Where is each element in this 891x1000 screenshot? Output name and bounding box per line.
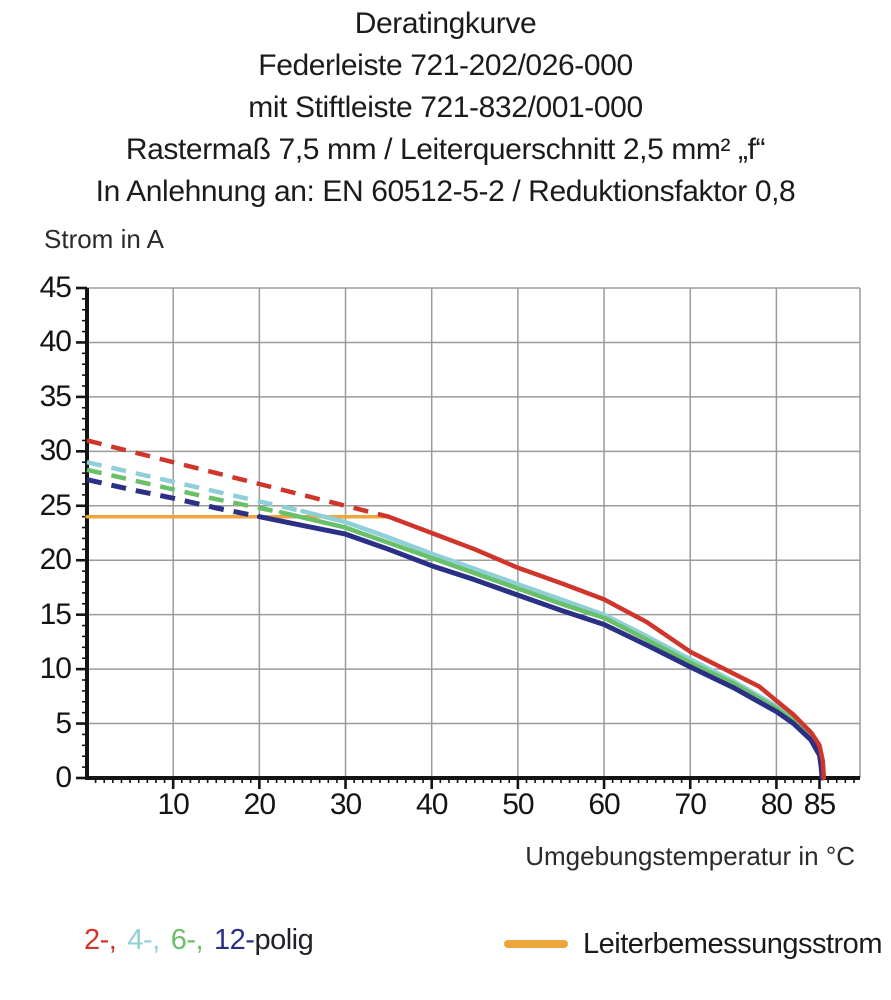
y-tick-label-45: 45: [39, 271, 71, 304]
x-tick-label-80: 80: [760, 788, 793, 821]
x-tick-label-20: 20: [243, 788, 276, 821]
x-tick-label-70: 70: [674, 788, 706, 821]
title-line-4: Rastermaß 7,5 mm / Leiterquerschnitt 2,5 mm² „f“: [125, 133, 766, 166]
curve-2-polig-solid: [389, 517, 824, 778]
y-tick-label-25: 25: [39, 488, 71, 522]
axis-spines: [85, 288, 860, 780]
derating-curves: [87, 440, 824, 778]
y-tick-label-10: 10: [39, 652, 71, 686]
y-tick-label-35: 35: [39, 379, 71, 413]
y-tick-label-30: 30: [39, 434, 71, 468]
title-line-5: In Anlehnung an: EN 60512-5-2 / Reduktionsfaktor 0,8: [95, 175, 796, 208]
legend-rated-current: [504, 926, 882, 962]
y-tick-label-15: 15: [39, 597, 71, 631]
title-line-3: mit Stiftleiste 721-832/001-000: [248, 91, 643, 124]
x-axis-title: Umgebungstemperatur in °C: [525, 841, 855, 871]
rated-current-line-swatch: [504, 940, 568, 948]
x-tick-label-85: 85: [803, 788, 836, 821]
x-tick-label-10: 10: [157, 788, 189, 821]
x-tick-label-60: 60: [588, 788, 620, 821]
x-tick-label-40: 40: [416, 788, 448, 821]
legend-pole-counts: [84, 922, 313, 958]
title-line-2: Federleiste 721-202/026-000: [258, 49, 633, 82]
legend-label-12: 12-: [214, 924, 255, 956]
legend-label-4: 4-,: [127, 924, 160, 956]
legend-label-polig: polig: [254, 924, 314, 956]
y-tick-label-20: 20: [39, 543, 71, 577]
y-tick-label-0: 0: [55, 761, 71, 794]
legend-label-2: 2-,: [84, 924, 117, 956]
gridlines: [87, 288, 860, 778]
curve-6-polig-solid: [281, 512, 823, 778]
x-tick-label-50: 50: [502, 788, 534, 821]
x-tick-label-30: 30: [329, 788, 362, 821]
axis-ticks: [76, 288, 854, 789]
legend-label-6: 6-,: [170, 924, 204, 956]
y-tick-label-40: 40: [39, 325, 71, 359]
curve-4-polig-solid: [302, 511, 823, 778]
y-axis-title: Strom in A: [44, 224, 164, 254]
title-line-1: Deratingkurve: [354, 7, 537, 40]
rated-current-label: Leiterbemessungsstrom: [583, 928, 882, 960]
y-tick-label-5: 5: [55, 706, 71, 740]
curve-12-polig-solid: [259, 517, 822, 778]
